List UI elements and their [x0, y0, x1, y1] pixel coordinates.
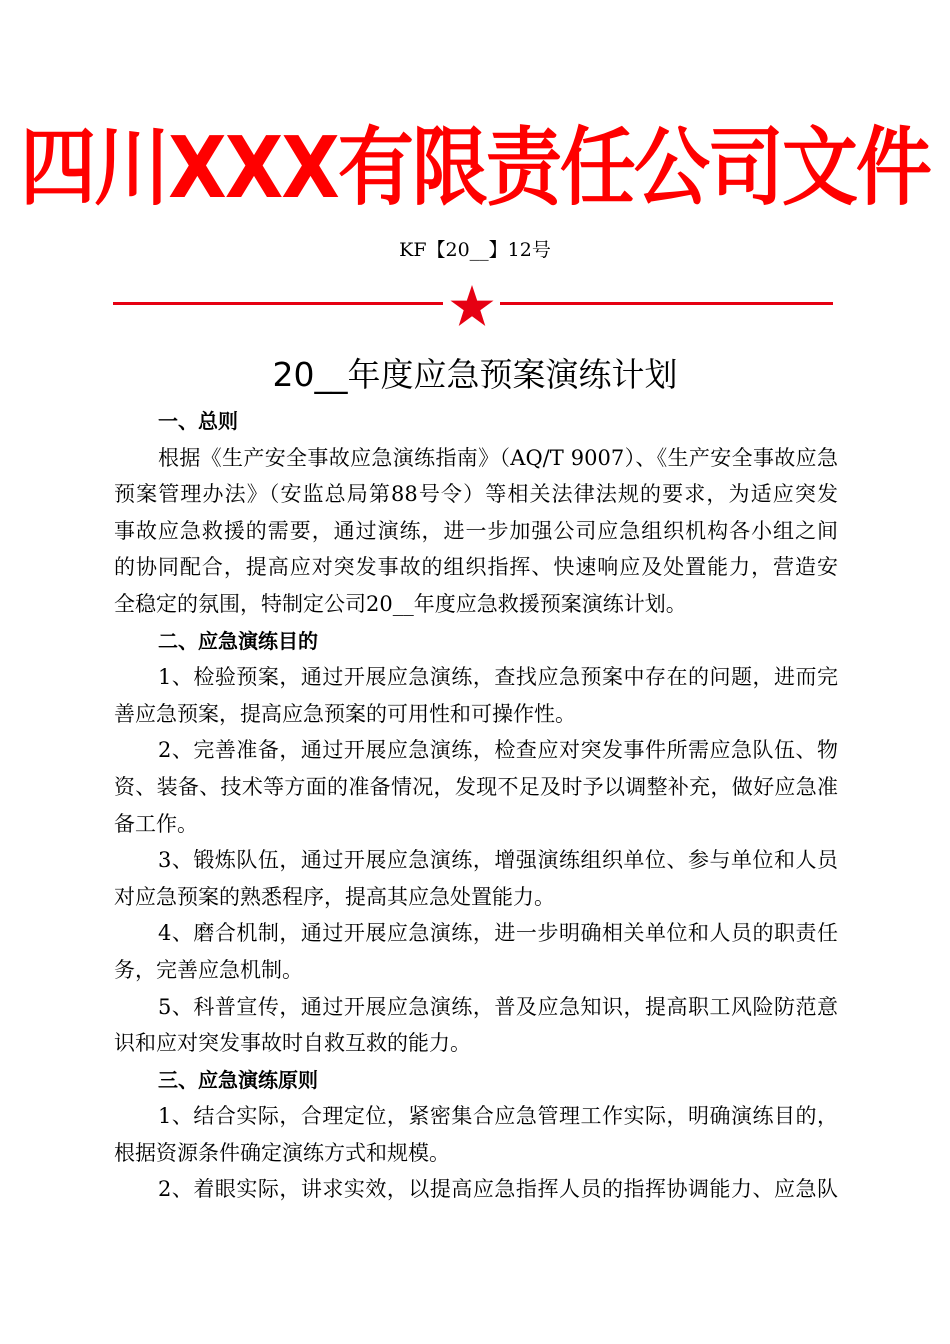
- paragraph-line: 预案管理办法》（安监总局第88号令）等相关法律法规的要求，为适应突发: [114, 482, 838, 507]
- list-item-line: 2、着眼实际，讲求实效，以提高应急指挥人员的指挥协调能力、应急队: [158, 1177, 838, 1202]
- list-item-line: 资、装备、技术等方面的准备情况，发现不足及时予以调整补充，做好应急准: [114, 774, 838, 799]
- list-item-line: 根据资源条件确定演练方式和规模。: [114, 1140, 450, 1165]
- section-heading: 一、总则: [158, 409, 238, 433]
- list-item-line: 3、锻炼队伍，通过开展应急演练，增强演练组织单位、参与单位和人员: [158, 848, 838, 873]
- list-item-line: 善应急预案，提高应急预案的可用性和可操作性。: [114, 701, 576, 726]
- list-item-line: 4、磨合机制，通过开展应急演练，进一步明确相关单位和人员的职责任: [158, 921, 838, 946]
- paragraph-line: 事故应急救援的需要，通过演练，进一步加强公司应急组织机构各小组之间: [114, 518, 838, 543]
- paragraph-line: 的协同配合，提高应对突发事故的组织指挥、快速响应及处置能力，营造安: [114, 555, 838, 580]
- list-item-line: 对应急预案的熟悉程序，提高其应急处置能力。: [114, 884, 555, 909]
- list-item-line: 5、科普宣传，通过开展应急演练，普及应急知识，提高职工风险防范意: [158, 994, 838, 1019]
- list-item-line: 2、完善准备，通过开展应急演练，检查应对突发事件所需应急队伍、物: [158, 738, 838, 763]
- list-item-line: 识和应对突发事故时自救互救的能力。: [114, 1031, 471, 1056]
- list-item-line: 1、检验预案，通过开展应急演练，查找应急预案中存在的问题，进而完: [158, 665, 838, 690]
- list-item-line: 1、结合实际，合理定位，紧密集合应急管理工作实际，明确演练目的，: [158, 1104, 838, 1129]
- divider-line-right: [500, 302, 833, 305]
- section-heading: 三、应急演练原则: [158, 1067, 318, 1092]
- red-divider: [113, 282, 833, 330]
- section-heading: 二、应急演练目的: [158, 628, 318, 653]
- paragraph-line: 全稳定的氛围，特制定公司20__年度应急救援预案演练计划。: [114, 591, 687, 616]
- org-header-title: 四川XXX有限责任公司文件: [20, 117, 930, 218]
- document-body: [114, 403, 838, 1208]
- paragraph-line: 根据《生产安全事故应急演练指南》（AQ/T 9007）、《生产安全事故应急: [158, 445, 838, 470]
- divider-line-left: [113, 302, 443, 305]
- star-icon: [449, 284, 495, 328]
- document-title: 20__年度应急预案演练计划: [272, 355, 678, 394]
- list-item-line: 备工作。: [114, 811, 198, 836]
- list-item-line: 务，完善应急机制。: [114, 957, 303, 982]
- document-number: KF【20__】12号: [399, 239, 551, 261]
